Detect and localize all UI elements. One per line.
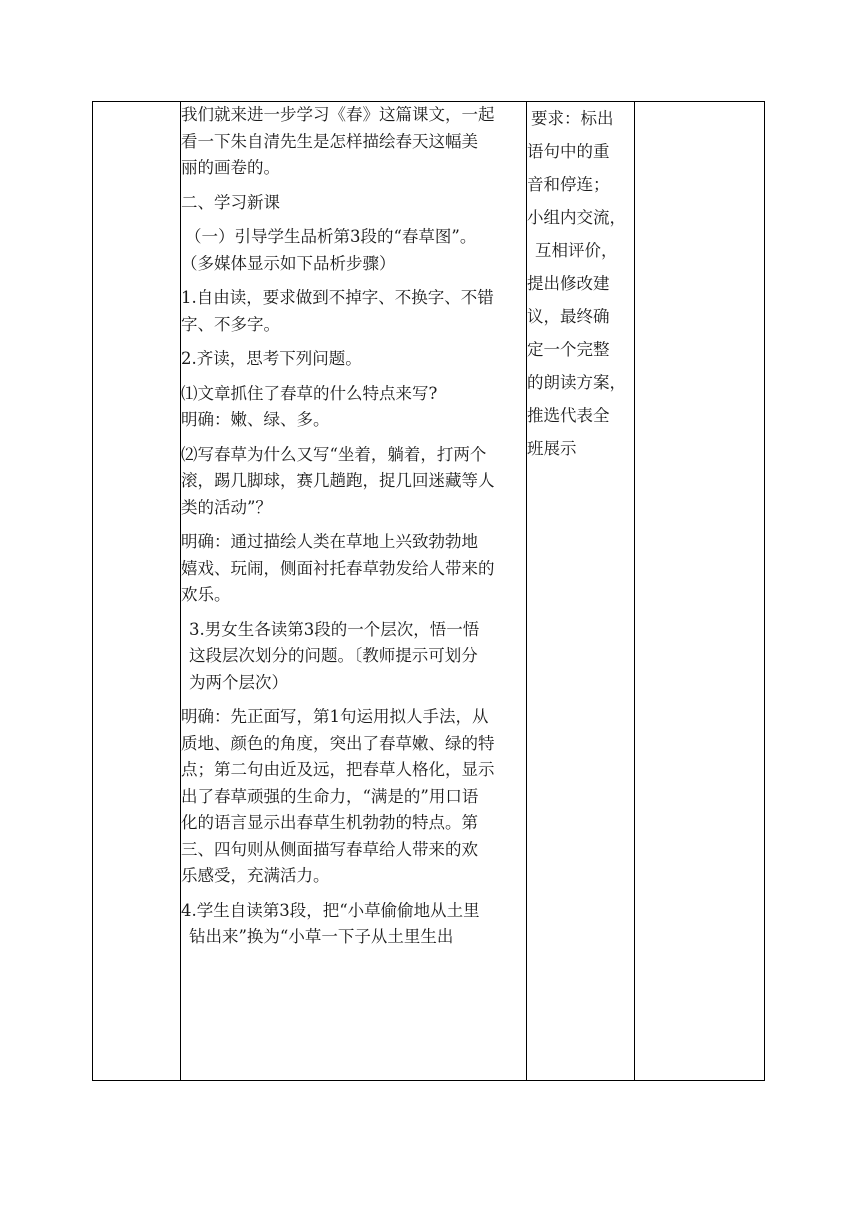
text-line: 嬉戏、玩闹，侧面衬托春草勃发给人带来的 <box>181 558 495 578</box>
text-line: 乐感受，充满活力。 <box>181 866 330 885</box>
text-line: 字、不多字。 <box>181 314 280 334</box>
answer-line: 明确：嫩、绿、多。 <box>181 410 330 429</box>
step-item: 3.男女生各读第3段的一个层次，悟一悟 <box>189 619 480 639</box>
text-line: 看一下朱自清先生是怎样描绘春天这幅美 <box>181 131 478 151</box>
teaching-process-cell <box>181 102 527 1081</box>
text-line: 出了春草顽强的生命力，“满是的”用口语 <box>181 786 479 806</box>
step-item: 2.齐读，思考下列问题。 <box>181 349 362 368</box>
text-line: 点；第二句由近及远，把春草人格化，显示 <box>181 760 495 779</box>
text-line: 语句中的重 <box>527 142 610 161</box>
text-line: 钻出来”换为“小草一下子从土里生出 <box>189 927 454 946</box>
step-item: 1.自由读，要求做到不掉字、不换字、不错 <box>181 288 494 307</box>
text-line: 推选代表全 <box>527 406 610 425</box>
text-line: 定一个完整 <box>527 340 610 359</box>
blank-cell-right <box>635 102 765 1081</box>
text-line: 这段层次划分的问题。〔教师提示可划分 <box>189 646 478 665</box>
student-activity-cell <box>527 102 635 1081</box>
section-heading: 二、学习新课 <box>181 192 280 212</box>
text-line: 化的语言显示出春草生机勃勃的特点。第 <box>181 813 478 832</box>
text-line: 音和停连； <box>527 175 610 194</box>
lesson-plan-table <box>92 101 765 1081</box>
text-line: 三、四句则从侧面描写春草给人带来的欢 <box>181 839 478 859</box>
text-line: 要求：标出 <box>531 109 614 128</box>
table-row <box>93 102 765 1081</box>
text-line: 类的活动”？ <box>181 497 272 517</box>
text-line: 滚，踢几脚球，赛几趟跑，捉几回迷藏等人 <box>181 471 495 490</box>
step-item: 4.学生自读第3段，把“小草偷偷地从土里 <box>181 900 480 920</box>
answer-line: 明确：通过描绘人类在草地上兴致勃勃地 <box>181 532 478 551</box>
text-line: 议，最终确 <box>527 307 610 326</box>
text-line: 为两个层次） <box>189 672 288 692</box>
text-line: 的朗读方案， <box>527 373 626 392</box>
subsection-heading: （一）引导学生品析第3段的“春草图”。 <box>185 227 477 246</box>
text-line: 小组内交流， <box>527 208 626 227</box>
question-item: ⑴文章抓住了春草的什么特点来写? <box>181 383 438 403</box>
text-line: （多媒体显示如下品析步骤） <box>181 253 396 273</box>
text-line: 欢乐。 <box>181 585 231 604</box>
answer-line: 明确：先正面写，第1句运用拟人手法，从 <box>181 707 489 726</box>
blank-cell-left <box>93 102 181 1081</box>
text-line: 班展示 <box>527 439 577 458</box>
text-line: 提出修改建 <box>527 274 610 293</box>
text-line: 互相评价， <box>535 241 618 260</box>
text-line: 质地、颜色的角度，突出了春草嫩、绿的特 <box>181 733 495 753</box>
text-line: 我们就来进一步学习《春》这篇课文，一起 <box>181 105 495 124</box>
question-item: ⑵写春草为什么又写“坐着，躺着，打两个 <box>181 444 487 464</box>
text-line: 丽的画卷的。 <box>181 158 280 177</box>
